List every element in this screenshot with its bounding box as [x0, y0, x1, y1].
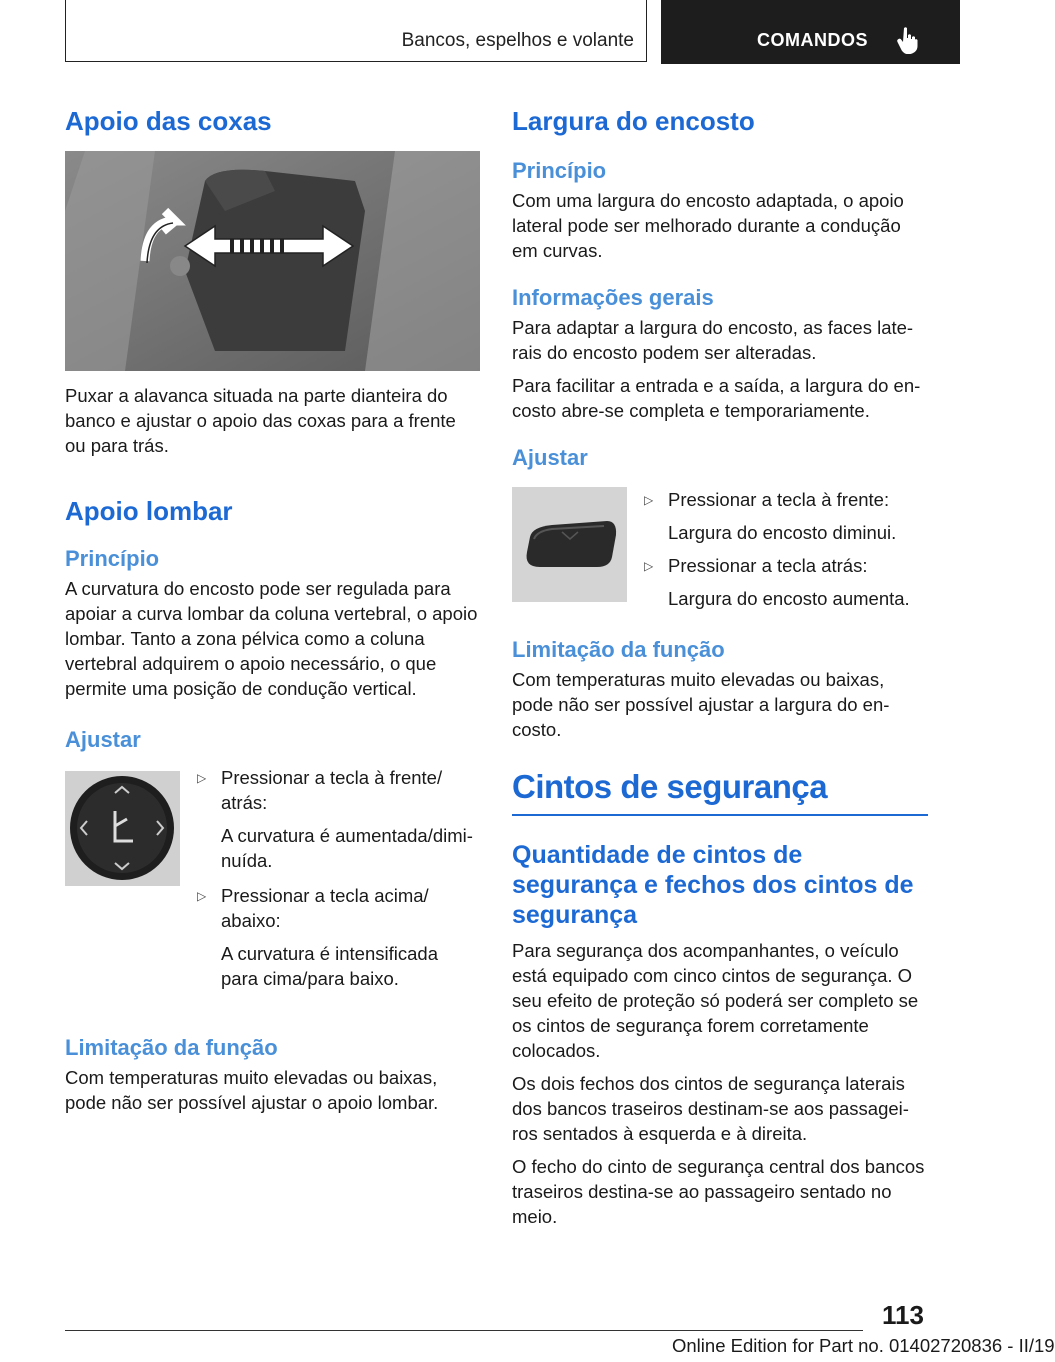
lumbar-control-icon	[65, 771, 180, 886]
lumbar-principle-text: A curvatura do encosto pode ser regulada para apoiar a curva lombar da coluna vertebral, o apoio lombar. Tanto a zona pélvica como a coluna vertebral adquirem o apoio necessário, o que permite uma posição de condução vertical.	[65, 578, 478, 699]
width-bullet-1-text: Pressionar a tecla à frente:	[668, 489, 890, 510]
thigh-support-text: Puxar a alavanca situada na parte dianteira do banco e ajustar o apoio das coxas para a frente ou para trás.	[65, 385, 456, 456]
seat-belts-rule	[512, 814, 928, 816]
seat-belts-text-2: Os dois fechos dos cintos de segurança laterais dos bancos traseiros destinam-se aos passageiros sentados à esquerda e à direita.	[512, 1072, 909, 1144]
width-adjust-row	[512, 487, 928, 635]
thigh-support-heading: Apoio das coxas	[65, 106, 272, 136]
width-bullet-1-result: Largura do encosto diminui.	[668, 522, 897, 543]
lumbar-support-heading: Apoio lombar	[65, 496, 233, 526]
width-principle-text: Com uma largura do encosto adaptada, o apoio lateral pode ser melhorado durante a condução em curvas.	[512, 190, 904, 261]
width-principle-heading: Princípio	[512, 158, 607, 183]
lumbar-button-photo	[65, 771, 180, 886]
header-chapter-title: COMANDOS	[757, 30, 868, 50]
lumbar-bullet-2	[193, 883, 480, 991]
seat-belts-heading: Cintos de segurança	[512, 768, 828, 805]
lumbar-principle-heading: Princípio	[65, 546, 160, 571]
width-button-photo	[512, 487, 627, 602]
width-control-icon	[512, 487, 627, 602]
lumbar-bullet-list	[193, 765, 480, 991]
width-bullet-2-text: Pressionar a tecla atrás:	[668, 555, 868, 576]
lumbar-bullet-1	[193, 765, 480, 873]
width-adjust-heading: Ajustar	[512, 445, 588, 470]
right-column	[512, 100, 928, 1229]
width-bullet-1	[640, 487, 928, 545]
width-general-text-2: Para facilitar a entrada e a saída, a largura do encosto abre-se completa e temporariamente.	[512, 375, 921, 421]
triangle-bullet-icon: ▷	[197, 889, 207, 903]
header-chapter-box	[661, 0, 960, 64]
lumbar-adjust-row	[65, 765, 480, 1033]
width-limit-heading: Limitação da função	[512, 637, 725, 662]
page-number: 113	[882, 1300, 924, 1330]
lumbar-bullet-1-text: Pressionar a tecla à frente/ atrás:	[221, 767, 443, 813]
seat-lever-illustration	[65, 151, 480, 371]
width-bullet-2	[640, 553, 928, 611]
footer-edition: Online Edition for Part no. 01402720836 - II/19	[672, 1335, 1055, 1356]
width-general-heading: Informações gerais	[512, 285, 714, 310]
lumbar-bullet-2-result: A curvatura é intensificada para cima/para baixo.	[221, 943, 438, 989]
thigh-support-photo	[65, 151, 480, 371]
backrest-width-heading: Largura do encosto	[512, 106, 755, 136]
triangle-bullet-icon: ▷	[197, 771, 207, 785]
pointing-hand-icon	[895, 26, 919, 54]
lumbar-bullet-2-text: Pressionar a tecla acima/ abaixo:	[221, 885, 429, 931]
lumbar-limit-heading: Limitação da função	[65, 1035, 278, 1060]
page-header	[65, 0, 960, 64]
header-section-box	[65, 0, 647, 62]
width-bullet-2-result: Largura do encosto aumenta.	[668, 588, 910, 609]
header-section-title: Bancos, espelhos e volante	[401, 30, 634, 51]
lumbar-adjust-heading: Ajustar	[65, 727, 141, 752]
footer-rule	[65, 1330, 863, 1331]
left-column	[65, 100, 480, 1115]
width-bullet-list	[640, 487, 928, 611]
width-general-text-1: Para adaptar a largura do encosto, as faces laterais do encosto podem ser alteradas.	[512, 317, 914, 363]
seat-belts-text-3: O fecho do cinto de segurança central dos bancos traseiros destina-se ao passageiro sentado no meio.	[512, 1155, 925, 1227]
seat-belts-subheading: Quantidade de cintos de segurança e fechos dos cintos de segurança	[512, 840, 914, 929]
lumbar-limit-text: Com temperaturas muito elevadas ou baixas, pode não ser possível ajustar o apoio lombar.	[65, 1067, 439, 1113]
triangle-bullet-icon: ▷	[644, 493, 654, 507]
lumbar-bullet-1-result: A curvatura é aumentada/diminuída.	[221, 825, 473, 871]
seat-belts-text-1: Para segurança dos acompanhantes, o veículo está equipado com cinco cintos de segurança. O seu efeito de proteção só poderá ser completo se os cintos de segurança forem corretamente colocados.	[512, 939, 919, 1061]
width-limit-text: Com temperaturas muito elevadas ou baixas, pode não ser possível ajustar a largura do encosto.	[512, 669, 890, 740]
triangle-bullet-icon: ▷	[644, 559, 654, 573]
